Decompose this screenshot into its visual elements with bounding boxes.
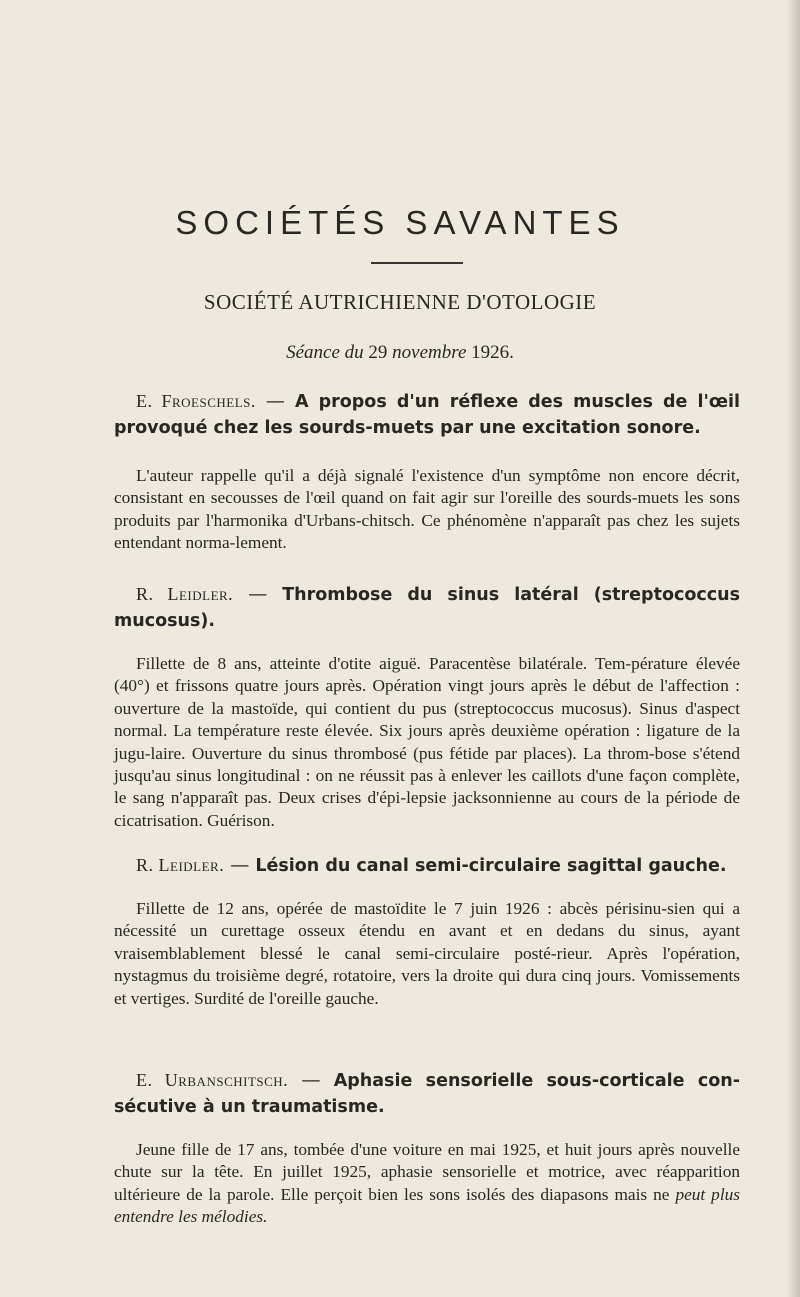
article-title: Aphasie sensorielle sous-corticale con-sécutive à un traumatisme.: [114, 1071, 740, 1117]
session-prefix: Séance du: [286, 342, 369, 363]
article-author: R. Leidler.: [136, 584, 234, 604]
article-body: [114, 1139, 740, 1229]
heading-dash: —: [288, 1069, 334, 1091]
page-edge-shadow: [786, 0, 800, 1297]
session-date: [0, 342, 800, 364]
article-heading: [114, 389, 740, 441]
heading-dash: —: [224, 854, 256, 876]
article-author: E. Froeschels.: [136, 391, 256, 411]
article-title: A propos d'un réflexe des muscles de l'œil provoqué chez les sourds-muets par une excitation sonore.: [114, 392, 740, 438]
article-body: Fillette de 8 ans, atteinte d'otite aiguë. Paracentèse bilatérale. Tem-pérature élevée (40°) et frissons quatre jours après. Opération vingt jours après le début de l'affection : ouverture de la mastoïde, qui contient du pus (streptococcus mucosus). Sinus d'aspect normal. La température reste élevée. Six jours après deuxième opération : ligature de la jugu-laire. Ouverture du sinus thrombosé (pus fétide par places). La throm-bose s'étend jusqu'au sinus longitudinal : on ne réussit pas à enlever les caillots d'une façon complète, le sang n'apparaît pas. Deux crises d'épi-lepsie jacksonnienne au cours de la période de cicatrisation. Guérison.: [114, 654, 740, 830]
article-froeschels: [114, 389, 740, 555]
article-title: Lésion du canal semi-circulaire sagittal gauche.: [255, 856, 727, 876]
article-body: L'auteur rappelle qu'il a déjà signalé l'existence d'un symptôme non encore décrit, consistant en secousses de l'œil quand on fait agir sur l'oreille des sourds-muets les sons produits par l'harmonika d'Urbans-chitsch. Ce phénomène n'apparaît pas chez les sujets entendant norma-lement.: [114, 466, 740, 553]
society-heading: SOCIÉTÉ AUTRICHIENNE D'OTOLOGIE: [203, 290, 597, 314]
heading-dash: —: [233, 583, 283, 605]
article-leidler-thrombose: [114, 582, 740, 832]
heading-dash: —: [255, 390, 295, 412]
section-title: SOCIÉTÉS SAVANTES: [175, 204, 625, 241]
article-body: Fillette de 12 ans, opérée de mastoïdite le 7 juin 1926 : abcès périsinu-sien qui a nécessité un curettage osseux étendu en avant et en dedans du sinus, ayant vraisemblablement blessé le canal semi-circulaire posté-rieur. Après l'opération, nystagmus du troisième degré, rotatoire, vers la droite qui dura cinq jours. Vomissements et vertiges. Surdité de l'oreille gauche.: [114, 899, 740, 1008]
article-author: R. Leidler.: [136, 855, 225, 875]
article-author: E. Urbanschitsch.: [136, 1070, 289, 1090]
article-body-italic: peut plus entendre les mélodies.: [114, 1184, 740, 1227]
article-heading: [114, 853, 740, 879]
article-heading: [114, 582, 740, 634]
session-day: 29: [368, 342, 388, 363]
session-year: 1926.: [471, 342, 514, 363]
article-title: Thrombose du sinus latéral (streptococcus mucosus).: [114, 585, 740, 631]
article-urbanschitsch: [114, 1068, 740, 1229]
article-leidler-lesion: [114, 853, 740, 1010]
article-heading: [114, 1068, 740, 1120]
session-month: novembre: [387, 342, 472, 363]
article-body-text: Jeune fille de 17 ans, tombée d'une voiture en mai 1925, et huit jours après nouvelle chute sur la tête. En juillet 1925, aphasie sensorielle et motrice, avec réapparition ultérieure de la parole. Elle perçoit bien les sons isolés des diapasons mais ne: [114, 1140, 740, 1204]
title-rule: [371, 262, 463, 264]
